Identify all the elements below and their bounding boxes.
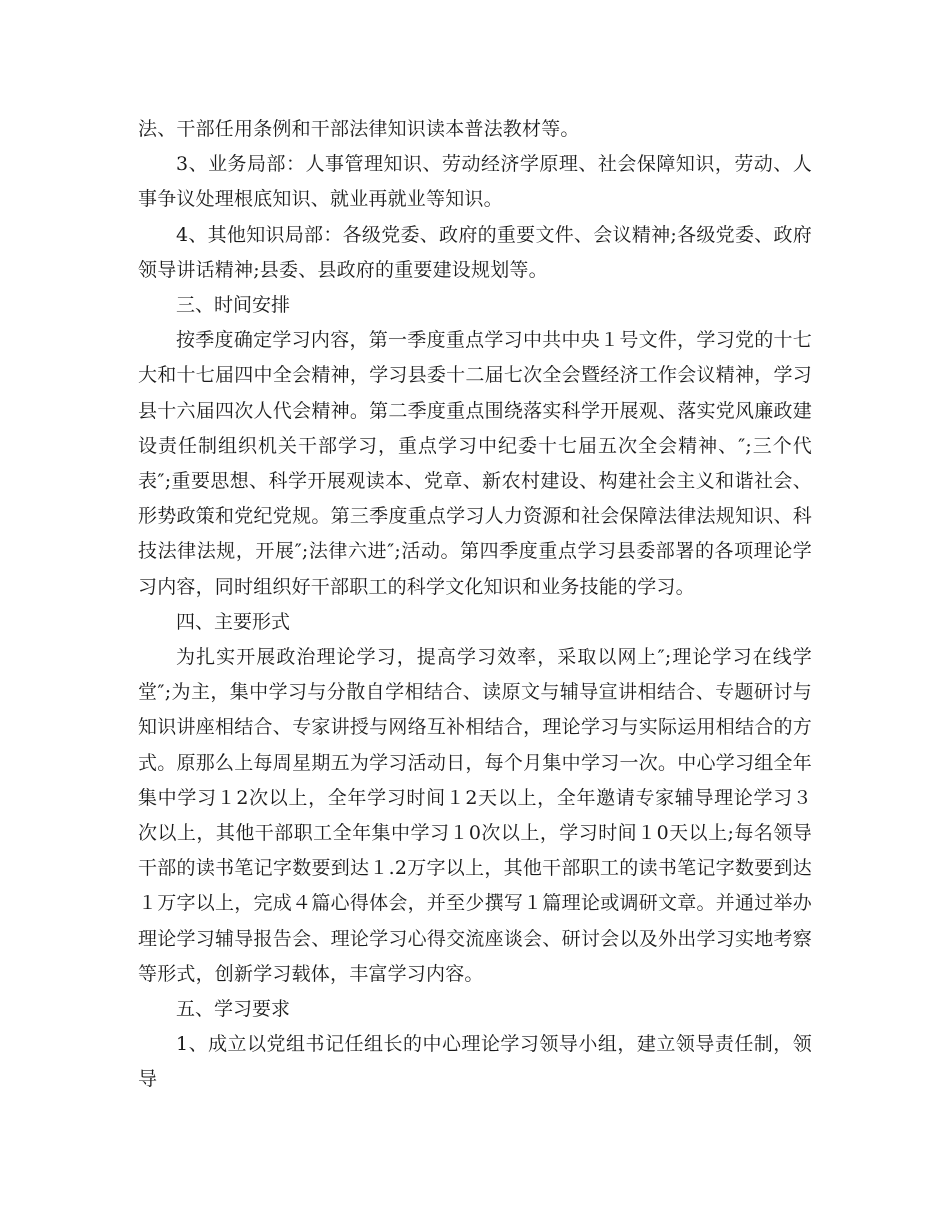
paragraph-continuation: 法、干部任用条例和干部法律知识读本普法教材等。: [138, 118, 580, 140]
document-body: [138, 112, 812, 1098]
section-heading-forms: 四、主要形式: [176, 610, 291, 633]
section-heading-requirements: 五、学习要求: [176, 998, 291, 1021]
paragraph-requirement-1: 1、成立以党组书记任组长的中心理论学习领导小组，建立领导责任制，领导: [138, 1033, 812, 1091]
paragraph-other-knowledge: 4、其他知识局部：各级党委、政府的重要文件、会议精神;各级党委、政府领导讲话精神;县委、县政府的重要建设规划等。: [138, 223, 812, 281]
section-heading-schedule: 三、时间安排: [176, 294, 291, 317]
paragraph-forms: 为扎实开展政治理论学习，提高学习效率，采取以网上″;理论学习在线学堂″;为主，集中学习与分散自学相结合、读原文与辅导宣讲相结合、专题研讨与知识讲座相结合、专家讲授与网络互补相结合，理论学习与实际运用相结合的方式。原那么上每周星期五为学习活动日，每个月集中学习一次。中心学习组全年集中学习１2次以上，全年学习时间１2天以上，全年邀请专家辅导理论学习３次以上，其他干部职工全年集中学习１0次以上，学习时间１0天以上;每名领导干部的读书笔记字数要到达１.2万字以上，其他干部职工的读书笔记字数要到达１万字以上，完成４篇心得体会，并至少撰写１篇理论或调研文章。并通过举办理论学习辅导报告会、理论学习心得交流座谈会、研讨会以及外出学习实地考察等形式，创新学习载体，丰富学习内容。: [138, 646, 812, 985]
paragraph-schedule: 按季度确定学习内容，第一季度重点学习中共中央１号文件，学习党的十七大和十七届四中全会精神，学习县委十二届七次全会暨经济工作会议精神，学习县十六届四次人代会精神。第二季度重点围绕落实科学开展观、落实党风廉政建设责任制组织机关干部学习，重点学习中纪委十七届五次全会精神、″;三个代表″;重要思想、科学开展观读本、党章、新农村建设、构建社会主义和谐社会、形势政策和党纪党规。第三季度重点学习人力资源和社会保障法律法规知识、科技法律法规，开展″;法律六进″;活动。第四季度重点学习县委部署的各项理论学习内容，同时组织好干部职工的科学文化知识和业务技能的学习。: [138, 329, 812, 598]
paragraph-business-departments: 3、业务局部：人事管理知识、劳动经济学原理、社会保障知识，劳动、人事争议处理根底知识、就业再就业等知识。: [138, 153, 812, 211]
